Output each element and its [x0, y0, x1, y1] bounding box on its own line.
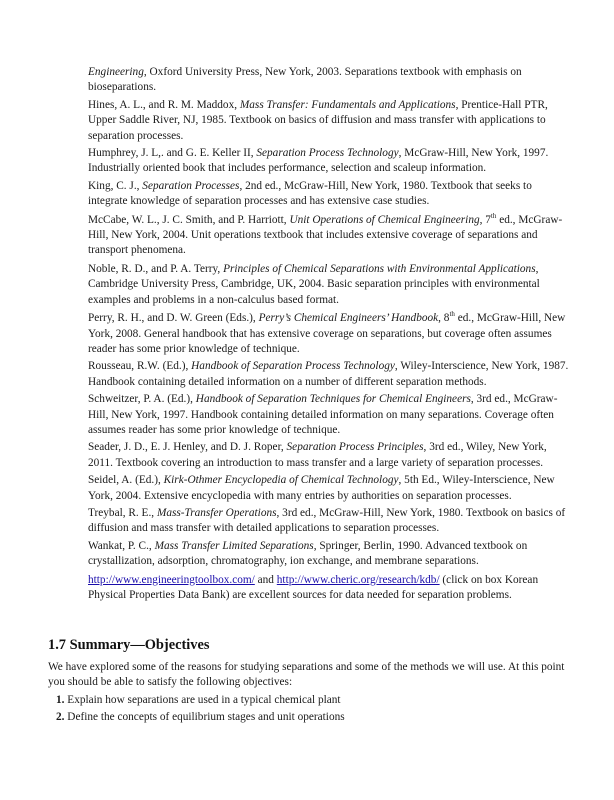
reference-list: [88, 65, 572, 605]
objective-item: 1. Explain how separations are used in a typical chemical plant: [56, 694, 341, 706]
reference-entry: Rousseau, R.W. (Ed.), Handbook of Separation Process Technology, Wiley-Interscience, New York, 1987. Handbook containing detailed information on a number of different separation methods.: [88, 360, 569, 388]
data-sources-note: http://www.engineeringtoolbox.com/ and http://www.cheric.org/research/kdb/ (click on box Korean Physical Properties Data Bank) are excellent sources for data needed for separation problems.: [88, 573, 539, 601]
reference-entry: Perry, R. H., and D. W. Green (Eds.), Perry’s Chemical Engineers’ Handbook, 8th ed., McGraw-Hill, New York, 2008. General handbook that has extensive coverage on separations, but coverage often assumes reader has some prior knowledge of technique.: [88, 310, 566, 355]
engineeringtoolbox-link[interactable]: http://www.engineeringtoolbox.com/: [88, 573, 255, 586]
objective-item: 2. Define the concepts of equilibrium stages and unit operations: [56, 711, 345, 723]
reference-entry: Noble, R. D., and P. A. Terry, Principles of Chemical Separations with Environmental Applications, Cambridge University Press, Cambridge, UK, 2004. Basic separation principles with environmental examples and problems in a non-calculus based format.: [88, 262, 540, 306]
cheric-kdb-link[interactable]: http://www.cheric.org/research/kdb/: [276, 573, 440, 586]
reference-entry: King, C. J., Separation Processes, 2nd ed., McGraw-Hill, New York, 1980. Textbook that seeks to integrate knowledge of separation processes and has extensive case studies.: [88, 179, 532, 208]
reference-entry: McCabe, W. L., J. C. Smith, and P. Harriott, Unit Operations of Chemical Engineering, 7th ed., McGraw-Hill, New York, 2004. Unit operations textbook that includes extensive coverage of separations and transport phenomena.: [88, 211, 563, 257]
section-heading: 1.7 Summary—Objectives: [48, 637, 210, 653]
reference-entry: Schweitzer, P. A. (Ed.), Handbook of Separation Techniques for Chemical Engineers, 3rd ed., McGraw-Hill, New York, 1997. Handbook containing detailed information on many separations. Coverage often assumes reader has some prior knowledge of technique.: [88, 393, 558, 436]
reference-entry: Hines, A. L., and R. M. Maddox, Mass Transfer: Fundamentals and Applications, Prentice-Hall PTR, Upper Saddle River, NJ, 1985. Textbook on basics of diffusion and mass transfer with applications to separation processes.: [88, 98, 548, 142]
reference-entry: Humphrey, J. L,. and G. E. Keller II, Separation Process Technology, McGraw-Hill, New York, 1997. Industrially oriented book that includes performance, selection and scaleup information.: [88, 147, 549, 175]
reference-entry: Seidel, A. (Ed.), Kirk-Othmer Encyclopedia of Chemical Technology, 5th Ed., Wiley-Interscience, New York, 2004. Extensive encyclopedia with many entries by authorities on separation processes.: [88, 474, 555, 502]
reference-entry: Seader, J. D., E. J. Henley, and D. J. Roper, Separation Process Principles, 3rd ed., Wiley, New York, 2011. Textbook covering an introduction to mass transfer and a large variety of separation processes.: [88, 441, 547, 469]
reference-entry: Wankat, P. C., Mass Transfer Limited Separations, Springer, Berlin, 1990. Advanced textbook on crystallization, adsorption, chromatography, ion exchange, and membrane separations.: [88, 539, 528, 568]
objectives-list: [56, 692, 576, 726]
section-paragraph: We have explored some of the reasons for studying separations and some of the methods we will use. At this point you should be able to satisfy the following objectives:: [48, 661, 565, 689]
reference-entry: Treybal, R. E., Mass-Transfer Operations, 3rd ed., McGraw-Hill, New York, 1980. Textbook on basics of diffusion and mass transfer with detailed applications to separation processes.: [88, 506, 566, 535]
reference-entry: Engineering, Oxford University Press, New York, 2003. Separations textbook with emphasis on bioseparations.: [88, 66, 522, 94]
